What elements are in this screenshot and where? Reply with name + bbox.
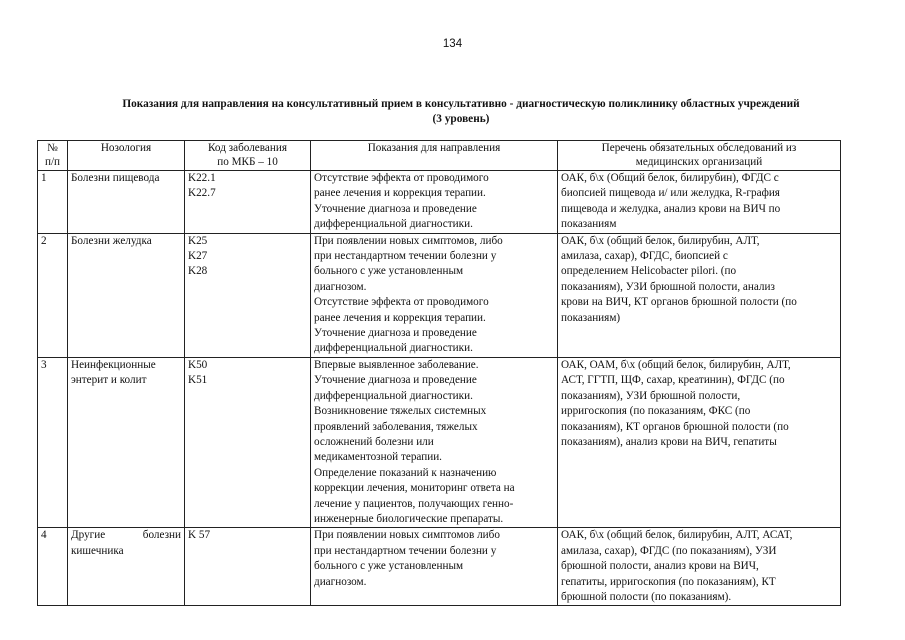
nosology-cell: Болезни пищевода (68, 171, 185, 234)
title-line-1: Показания для направления на консультативный прием в консультативно - диагностическую поликлинику областных учреждений (122, 98, 800, 110)
row-number: 2 (38, 233, 68, 357)
header-number: № п/п (38, 141, 68, 171)
indications-cell: При появлении новых симптомов, либо при нестандартном течении болезни у больного с уже установленным диагнозом. Отсутствие эффекта от проводимого ранее лечения и коррекция терапии. Уточнение диагноза и проведение дифференциальной диагностики. (311, 233, 558, 357)
exams-cell: ОАК, б\х (общий белок, билирубин, АЛТ, амилаза, сахар), ФГДС, биопсией с определением Helicobacter pilori. (по показаниям), УЗИ брюшной полости, анализ крови на ВИЧ, КТ органов брюшной полости (по показаниям) (558, 233, 841, 357)
row-number: 4 (38, 528, 68, 606)
nosology-cell: Неинфекционные энтерит и колит (68, 357, 185, 527)
table-header-row (38, 141, 841, 171)
exams-cell: ОАК, ОАМ, б\х (общий белок, билирубин, АЛТ, АСТ, ГГТП, ЩФ, сахар, креатинин), ФГДС (по показаниям), УЗИ брюшной полости, ирригоскопия (по показаниям, ФКС (по показаниям), КТ органов брюшной полости (по показаниям), анализ крови на ВИЧ, гепатиты (558, 357, 841, 527)
table-row (38, 233, 841, 357)
document-title (40, 97, 882, 127)
table-row (38, 357, 841, 527)
header-required-exams: Перечень обязательных обследований из медицинских организаций (558, 141, 841, 171)
table-row (38, 171, 841, 234)
header-nosology: Нозология (68, 141, 185, 171)
indications-cell: Отсутствие эффекта от проводимого ранее лечения и коррекция терапии. Уточнение диагноза и проведение дифференциальной диагностики. (311, 171, 558, 234)
icd-code-cell: K 57 (185, 528, 311, 606)
page-number: 134 (442, 38, 463, 50)
indications-table (37, 140, 841, 606)
header-icd-code: Код заболевания по МКБ – 10 (185, 141, 311, 171)
indications-cell: При появлении новых симптомов либо при нестандартном течении болезни у больного с уже установленным диагнозом. (311, 528, 558, 606)
row-number: 3 (38, 357, 68, 527)
icd-code-cell: K22.1 K22.7 (185, 171, 311, 234)
exams-cell: ОАК, б\х (общий белок, билирубин, АЛТ, АСАТ, амилаза, сахар), ФГДС (по показаниям), УЗИ брюшной полости, анализ крови на ВИЧ, гепатиты, ирригоскопия (по показаниям), КТ брюшной полости (по показаниям). (558, 528, 841, 606)
icd-code-cell: K25 K27 K28 (185, 233, 311, 357)
nosology-cell: Другие болезни кишечника (68, 528, 185, 606)
header-indications: Показания для направления (311, 141, 558, 171)
nosology-cell: Болезни желудка (68, 233, 185, 357)
indications-cell: Впервые выявленное заболевание. Уточнение диагноза и проведение дифференциальной диагностики. Возникновение тяжелых системных проявлений заболевания, тяжелых осложнений болезни или медикаментозной терапии. Определение показаний к назначению коррекции лечения, мониторинг ответа на лечение у пациентов, получающих генно- инженерные биологические препараты. (311, 357, 558, 527)
row-number: 1 (38, 171, 68, 234)
exams-cell: ОАК, б\х (Общий белок, билирубин), ФГДС с биопсией пищевода и/ или желудка, R-графия пищевода и желудка, анализ крови на ВИЧ по показаниям (558, 171, 841, 234)
table-row (38, 528, 841, 606)
title-line-2: (3 уровень) (432, 113, 490, 125)
icd-code-cell: K50 K51 (185, 357, 311, 527)
